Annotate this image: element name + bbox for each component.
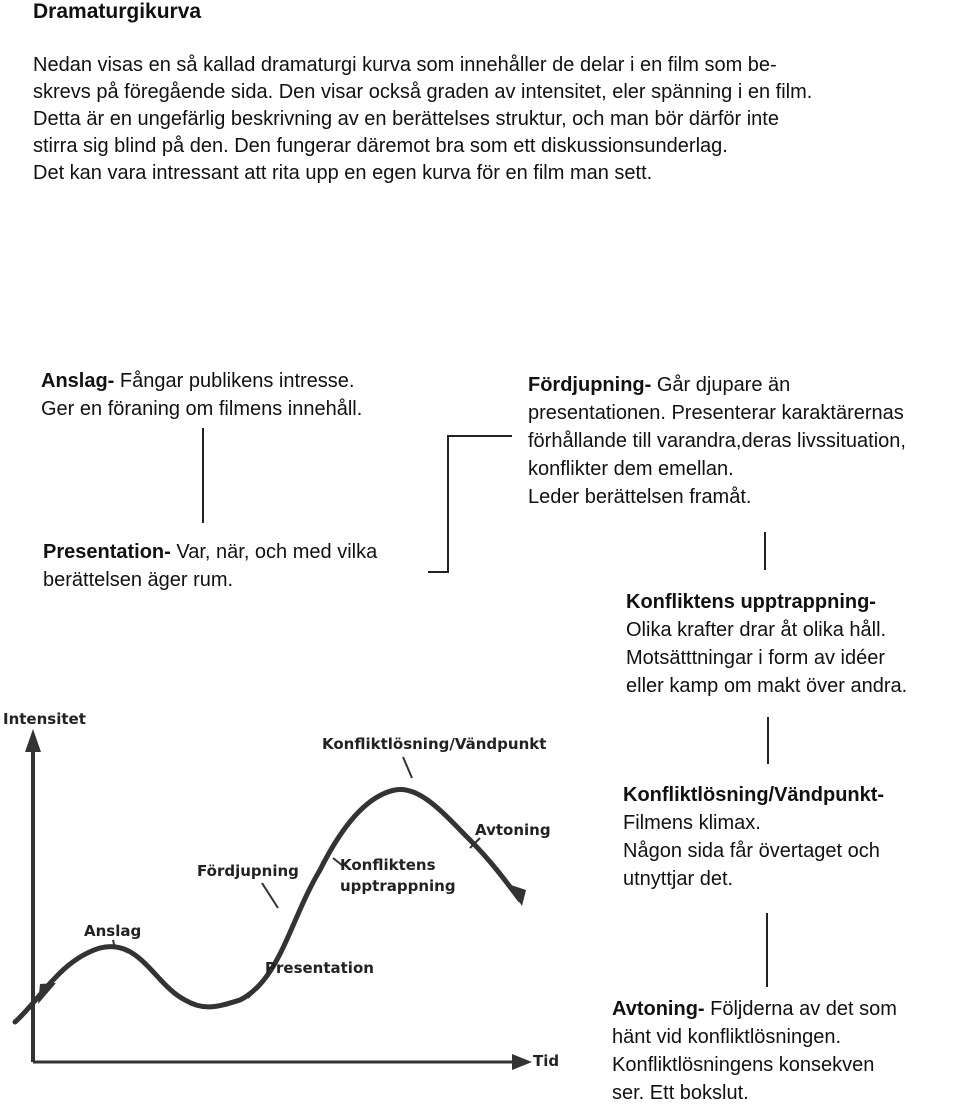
- intro-line: Det kan vara intressant att rita upp en egen kurva för en film man sett.: [33, 162, 653, 184]
- x-axis-arrow-icon: [512, 1054, 532, 1070]
- diagram-label-fordjupning: Fördjupning: [197, 862, 299, 880]
- diagram-label-avtoning: Avtoning: [475, 821, 551, 839]
- curve-start-arrow-icon: [38, 983, 56, 1004]
- presentation-tick: [248, 982, 262, 998]
- diagram-label-konfliktens: Konfliktens: [340, 856, 436, 874]
- konfliktens-heading: Konfliktens upptrappning-: [626, 591, 876, 613]
- konfliktens-line: eller kamp om makt över andra.: [626, 675, 908, 697]
- presentation-line: Var, när, och med vilka: [170, 541, 378, 563]
- fordjupning-line: förhållande till varandra,deras livssituation,: [528, 430, 906, 452]
- fordjupning-line: Leder berättelsen framåt.: [528, 486, 752, 508]
- diagram-label-anslag: Anslag: [84, 922, 142, 940]
- avtoning-line: ser. Ett bokslut.: [612, 1082, 749, 1104]
- avtoning-heading: Avtoning-: [612, 998, 705, 1020]
- avtoning-line: Konfliktlösningens konsekven: [612, 1054, 875, 1076]
- avtoning-line: Följderna av det som: [704, 998, 897, 1020]
- page-title: Dramaturgikurva: [33, 0, 202, 23]
- intro-line: skrevs på föregående sida. Den visar också graden av intensitet, eler spänning i en film.: [33, 81, 813, 103]
- anslag-line: Fångar publikens intresse.: [114, 370, 355, 392]
- konfliktens-line: Motsätttningar i form av idéer: [626, 647, 885, 669]
- fordjupning-connector-line: [428, 436, 512, 572]
- konfliktlosning-line: utnyttjar det.: [623, 868, 734, 890]
- konfliktlosning-heading: Konfliktlösning/Vändpunkt-: [623, 784, 885, 806]
- diagram-label-konfliktlosning: Konfliktlösning/Vändpunkt: [322, 735, 547, 753]
- fordjupning-tick: [262, 883, 278, 908]
- konfliktlosning-line: Någon sida får övertaget och: [623, 840, 880, 862]
- avtoning-line: hänt vid konfliktlösningen.: [612, 1026, 842, 1048]
- x-axis-label: Tid: [533, 1052, 560, 1070]
- fordjupning-line: presentationen. Presenterar karaktärernas: [528, 402, 904, 424]
- konfliktlosning-tick: [403, 757, 412, 778]
- fordjupning-line: Går djupare än: [651, 374, 791, 396]
- diagram-label-presentation: Presentation: [265, 959, 374, 977]
- intro-line: stirra sig blind på den. Den fungerar däremot bra som ett diskussionsunderlag.: [33, 135, 728, 157]
- presentation-line: berättelsen äger rum.: [43, 569, 234, 591]
- fordjupning-heading: Fördjupning-: [528, 374, 652, 396]
- curve-end-arrow-icon: [508, 884, 526, 906]
- intro-line: Detta är en ungefärlig beskrivning av en berättelses struktur, och man bör därför inte: [33, 108, 779, 130]
- anslag-line: Ger en föraning om filmens innehåll.: [41, 398, 363, 420]
- konfliktens-line: Olika krafter drar åt olika håll.: [626, 619, 887, 641]
- presentation-heading: Presentation-: [43, 541, 171, 563]
- intro-line: Nedan visas en så kallad dramaturgi kurva som innehåller de delar i en film som be-: [33, 54, 777, 76]
- y-axis-label: Intensitet: [3, 710, 86, 728]
- y-axis-arrow-icon: [25, 729, 41, 752]
- intensity-curve: [15, 789, 520, 1022]
- diagram-label-upptrappning: upptrappning: [340, 877, 456, 895]
- anslag-heading: Anslag-: [41, 370, 115, 392]
- konfliktlosning-line: Filmens klimax.: [623, 812, 761, 834]
- fordjupning-line: konflikter dem emellan.: [528, 458, 734, 480]
